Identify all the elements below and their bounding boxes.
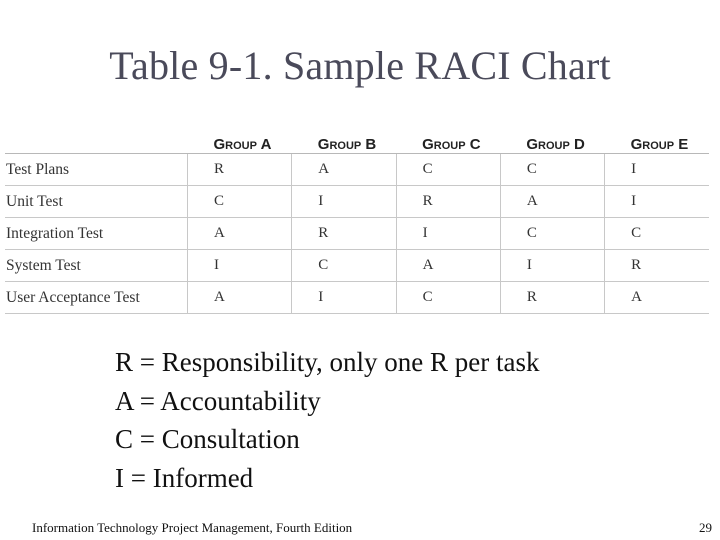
raci-cell: A [188, 282, 292, 314]
raci-cell: C [605, 218, 709, 250]
header-group-b: Group B [292, 131, 396, 154]
raci-table [5, 131, 709, 314]
table-row [5, 282, 709, 314]
header-group-e: Group E [605, 131, 709, 154]
raci-cell: C [292, 250, 396, 282]
raci-cell: A [188, 218, 292, 250]
raci-cell: C [500, 218, 604, 250]
raci-cell: R [605, 250, 709, 282]
legend-accountability: A = Accountability [115, 385, 321, 416]
legend-responsibility: R = Responsibility, only one R per task [115, 347, 540, 377]
raci-cell: A [605, 282, 709, 314]
legend-consultation: C = Consultation [115, 424, 300, 454]
raci-cell: C [500, 154, 604, 186]
table-row [5, 186, 709, 218]
raci-cell: I [292, 186, 396, 218]
table-row [5, 250, 709, 282]
raci-cell: C [396, 154, 500, 186]
task-name: Integration Test [5, 218, 188, 250]
raci-cell: R [292, 218, 396, 250]
table-header-row [5, 131, 709, 154]
page-number: 29 [699, 520, 712, 535]
table-row [5, 154, 709, 186]
raci-cell: A [396, 250, 500, 282]
header-corner [5, 131, 188, 154]
header-group-c: Group C [396, 131, 500, 154]
header-group-d: Group D [500, 131, 604, 154]
footer-source: Information Technology Project Management, Fourth Edition [32, 520, 353, 535]
raci-cell: R [396, 186, 500, 218]
raci-cell: I [396, 218, 500, 250]
raci-cell: I [292, 282, 396, 314]
raci-cell: R [188, 154, 292, 186]
task-name: User Acceptance Test [5, 282, 188, 314]
table-row [5, 218, 709, 250]
task-name: System Test [5, 250, 188, 282]
raci-cell: A [500, 186, 604, 218]
raci-legend [115, 343, 539, 497]
legend-informed: I = Informed [115, 462, 254, 493]
task-name: Test Plans [5, 154, 188, 186]
raci-cell: I [188, 250, 292, 282]
raci-cell: C [188, 186, 292, 218]
raci-cell: A [292, 154, 396, 186]
raci-cell: I [500, 250, 604, 282]
raci-cell: R [500, 282, 604, 314]
slide-title: Table 9-1. Sample RACI Chart [109, 43, 611, 88]
raci-cell: I [605, 154, 709, 186]
raci-cell: C [396, 282, 500, 314]
header-group-a: Group A [188, 131, 292, 154]
raci-cell: I [605, 186, 709, 218]
task-name: Unit Test [5, 186, 188, 218]
